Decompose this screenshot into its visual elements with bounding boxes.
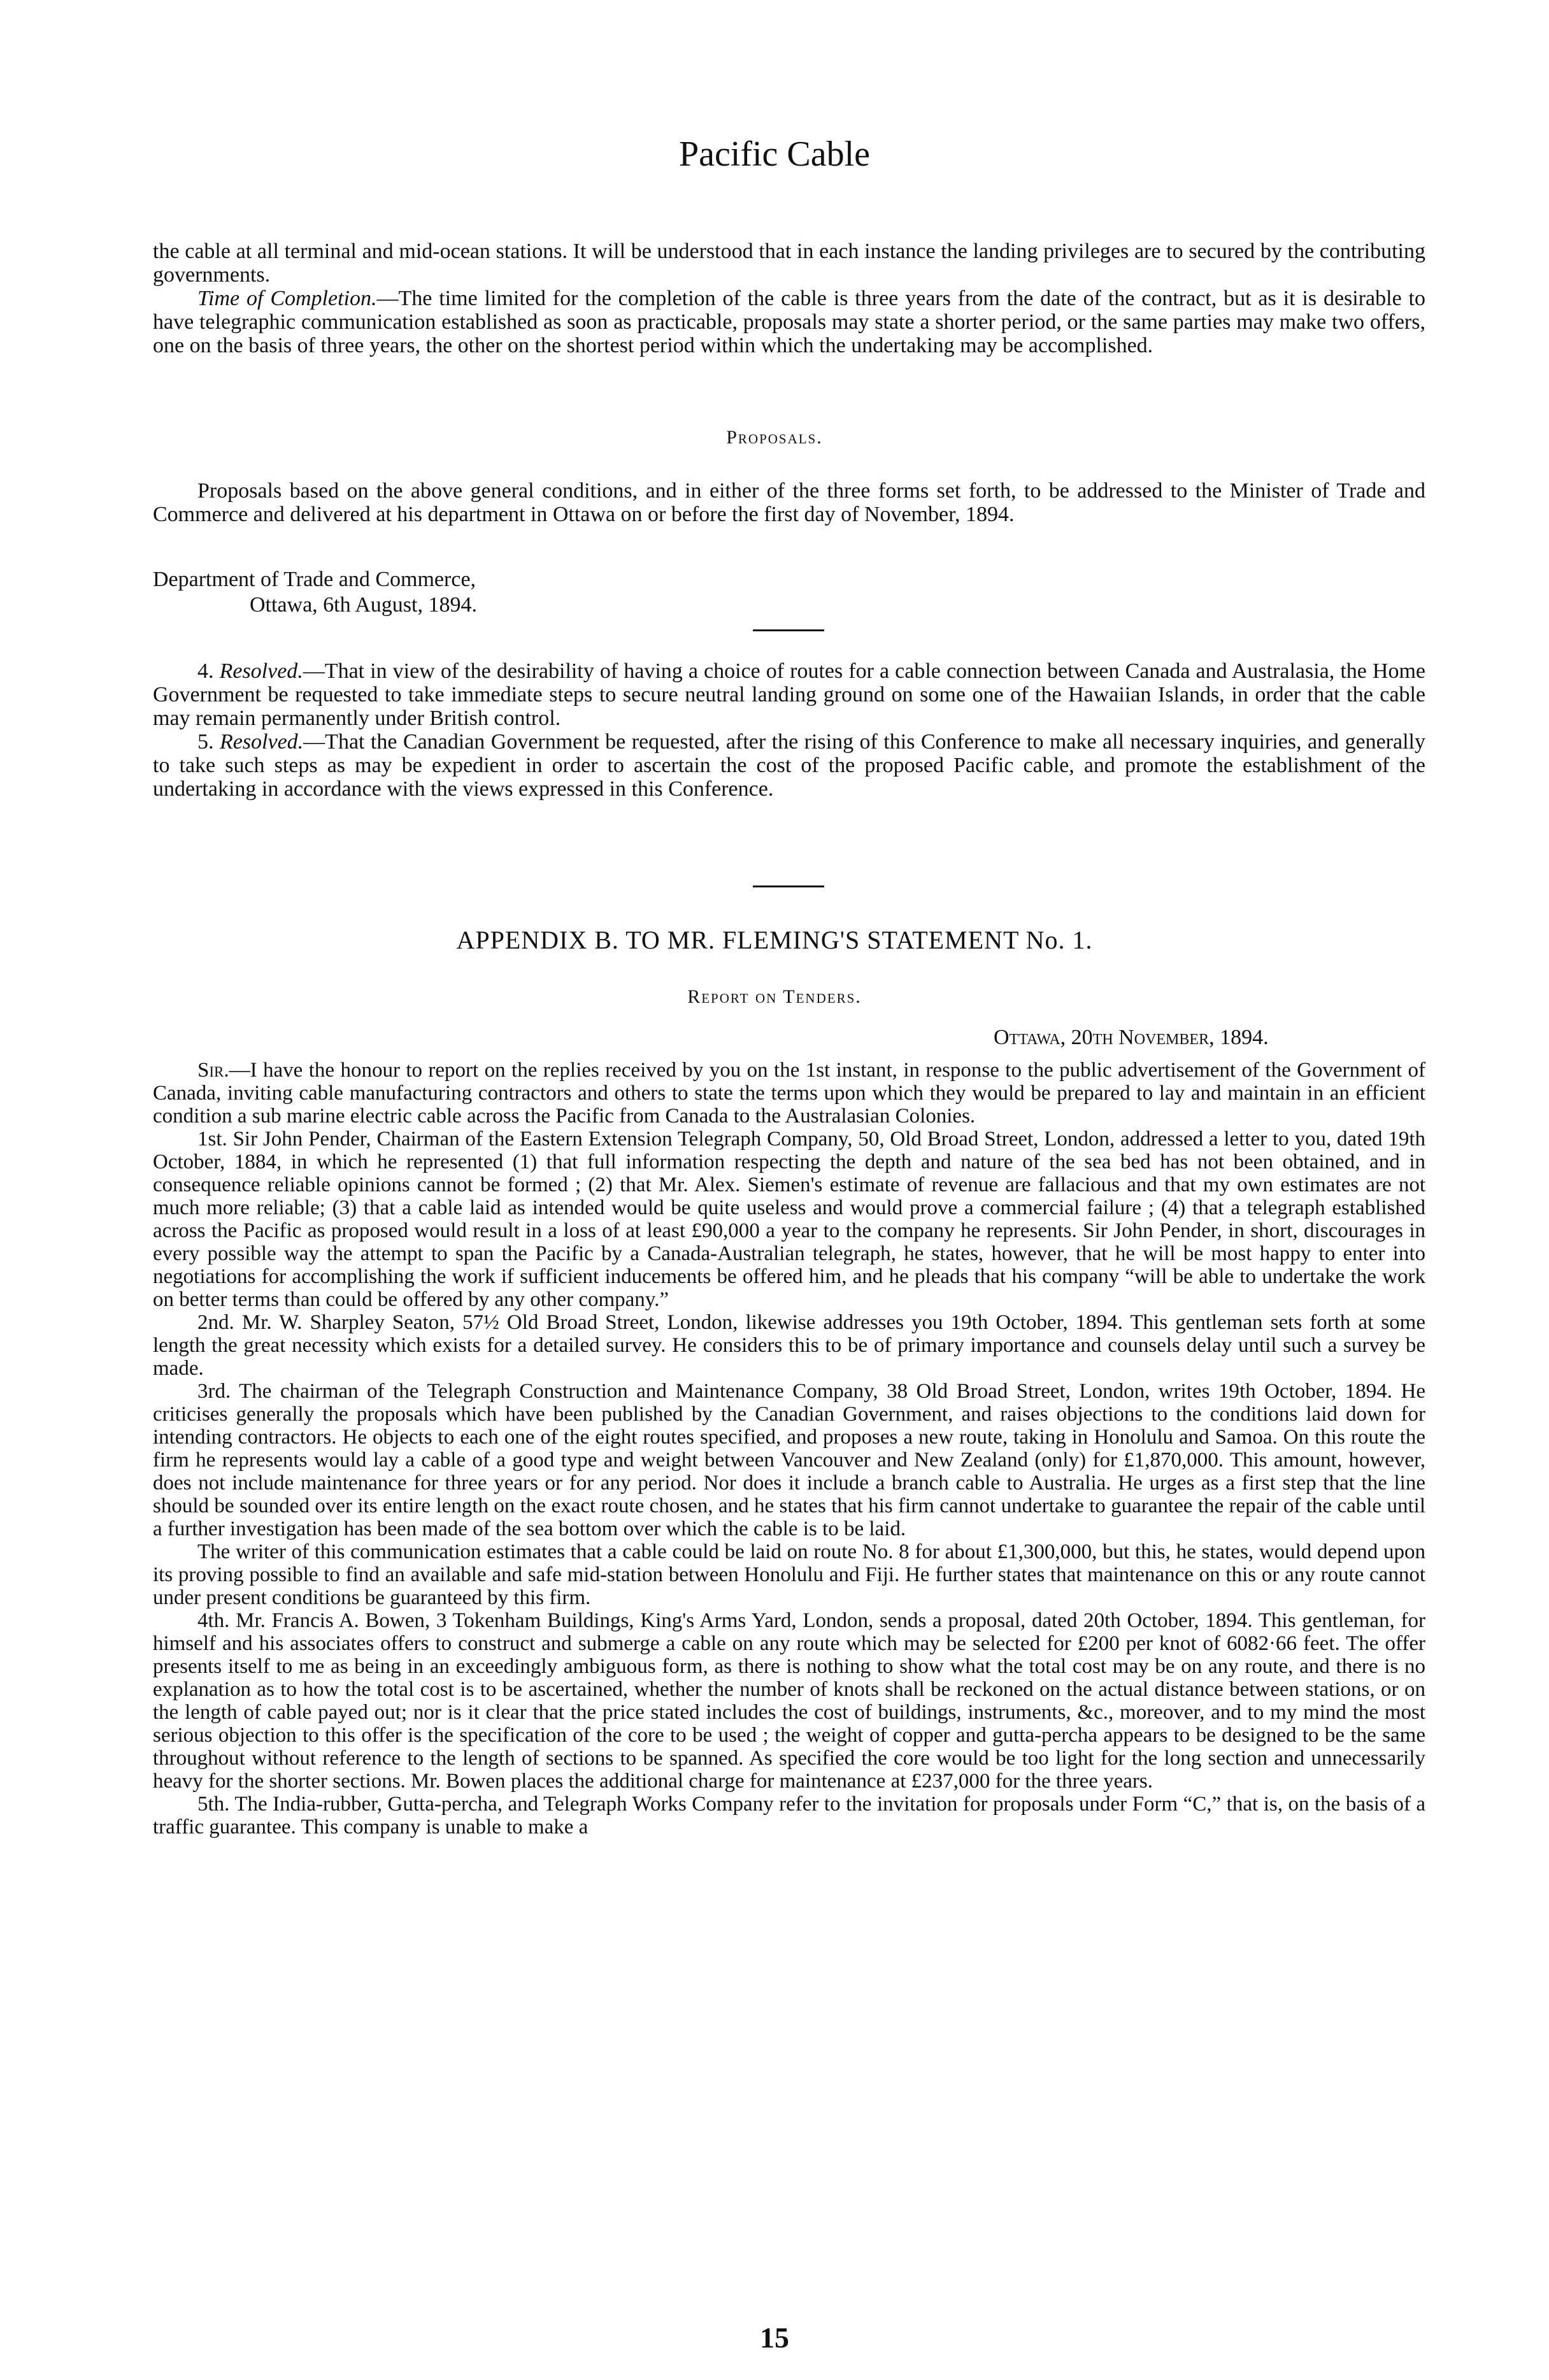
proposals-signature (153, 567, 477, 618)
appendix-subtitle: Report on Tenders. (687, 986, 862, 1007)
report-paragraph-4th: 4th. Mr. Francis A. Bowen, 3 Tokenham Buildings, King's Arms Yard, London, sends a proposal, dated 20th October, 1894. This gentleman, for himself and his associates offers to construct and submerge a cable on any route which may be selected for £200 per knot of 6082·66 feet. The offer presents itself to me as being in an exceedingly ambiguous form, as there is nothing to show what the total cost may be on any route, and there is no explanation as to how the total cost is to be ascertained, whether the number of knots shall be reckoned on the actual distance between stations, or on the length of cable payed out; nor is it clear that the price stated includes the cost of buildings, instruments, &c., moreover, and to my mind the most serious objection to this offer is the specification of the core to be used ; the weight of copper and gutta-percha appears to be designed to be the same throughout without reference to the length of sections to be spanned. As specified the core would be too light for the long section and unnecessarily heavy for the shorter sections. Mr. Bowen places the additional charge for maintenance at £237,000 for the three years. (153, 1609, 1425, 1793)
resolution-4-number: 4. (197, 659, 214, 683)
time-of-completion-paragraph (153, 287, 1425, 357)
salutation: Sir. (197, 1059, 229, 1082)
resolution-5-text: —That the Canadian Government be requested, after the rising of this Conference to make all necessary inquiries, and generally to take such steps as may be expedient in order to ascertain the cost of the proposed Pacific cable, and promote the establishment of the undertaking in accordance with the views expressed in this Conference. (153, 730, 1425, 801)
proposals-paragraph: Proposals based on the above general conditions, and in either of the three forms set forth, to be addressed to the Minister of Trade and Commerce and delivered at his department in Ottawa on or before the first day of November, 1894. (153, 479, 1425, 526)
report-paragraph-1st: 1st. Sir John Pender, Chairman of the Eastern Extension Telegraph Company, 50, Old Broad Street, London, addressed a letter to you, dated 19th October, 1884, in which he represented (1) that full information respecting the depth and nature of the sea bed has not been obtained, and in consequence reliable opinions cannot be formed ; (2) that Mr. Alex. Siemen's estimate of revenue are fallacious and that my own estimates are not much more reliable; (3) that a cable laid as intended would be quite useless and would prove a commercial failure ; (4) that a telegraph established across the Pacific as proposed would result in a loss of at least £90,000 a year to the company he represents. Sir John Pender, in short, discourages in every possible way the attempt to span the Pacific by a Canada-Australian telegraph, he states, however, that he will be most happy to enter into negotiations for accomplishing the work if sufficient inducements be offered him, and he pleads that his company “will be able to undertake the work on better terms than could be offered by any other company.” (153, 1128, 1425, 1311)
resolution-5-label: Resolved. (219, 730, 304, 754)
time-of-completion-label: Time of Completion. (197, 287, 377, 310)
appendix-title: APPENDIX B. TO MR. FLEMING'S STATEMENT No. 1. (456, 926, 1093, 954)
section-divider (753, 885, 824, 887)
report-paragraph-2nd: 2nd. Mr. W. Sharpley Seaton, 57½ Old Broad Street, London, likewise addresses you 19th October, 1894. This gentleman sets forth at some length the great necessity which exists for a detailed survey. He considers this to be of primary importance and counsels delay until such a survey be made. (153, 1311, 1425, 1380)
intro-paragraph: the cable at all terminal and mid-ocean stations. It will be understood that in each instance the landing privileges are to secured by the contributing governments. (153, 240, 1425, 287)
resolution-4 (153, 659, 1425, 730)
page-number: 15 (760, 2321, 789, 2354)
resolution-4-text: —That in view of the desirability of having a choice of routes for a cable connection between Canada and Australasia, the Home Government be requested to take immediate steps to secure neutral landing ground on some one of the Hawaiian Islands, in order that the cable may remain permanently under British control. (153, 659, 1426, 730)
resolution-4-label: Resolved. (219, 659, 303, 683)
report-paragraph-5th: 5th. The India-rubber, Gutta-percha, and Telegraph Works Company refer to the invitation for proposals under Form “C,” that is, on the basis of a traffic guarantee. This company is unable to make a (153, 1793, 1425, 1839)
report-dateline: Ottawa, 20th November, 1894. (994, 1026, 1269, 1049)
report-intro-paragraph (153, 1059, 1425, 1128)
proposals-heading: Proposals. (726, 427, 823, 448)
section-divider (753, 629, 824, 631)
resolutions-section (153, 659, 1425, 801)
resolution-5 (153, 730, 1425, 801)
intro-section (153, 240, 1425, 357)
time-of-completion-text: —The time limited for the completion of the cable is three years from the date of the contract, but as it is desirable to have telegraphic communication established as soon as practicable, proposals may state a shorter period, or the same parties may make two offers, one on the basis of three years, the other on the shortest period within which the undertaking may be accomplished. (153, 287, 1426, 357)
report-paragraph-3rd: 3rd. The chairman of the Telegraph Construction and Maintenance Company, 38 Old Broad Street, London, writes 19th October, 1894. He criticises generally the proposals which have been published by the Canadian Government, and raises objections to the conditions laid down for intending contractors. He objects to each one of the eight routes specified, and proposes a new route, taking in Honolulu and Samoa. On this route the firm he represents would lay a cable of a good type and weight between Vancouver and New Zealand (only) for £1,870,000. This amount, however, does not include maintenance for three years or for any period. Nor does it include a branch cable to Australia. He urges as a first step that the line should be sounded over its entire length on the exact route chosen, and he states that his firm cannot undertake to guarantee the repair of the cable until a further investigation has been made of the sea bottom over which the cable is to be laid. (153, 1380, 1425, 1540)
resolution-5-number: 5. (197, 730, 214, 754)
signature-department: Department of Trade and Commerce, (153, 568, 476, 591)
proposals-section (153, 479, 1425, 526)
report-intro-text: —I have the honour to report on the replies received by you on the 1st instant, in response to the public advertisement of the Government of Canada, inviting cable manufacturing contractors and others to state the terms upon which they would be prepared to lay and maintain in an efficient condition a sub marine electric cable across the Pacific from Canada to the Australasian Colonies. (153, 1059, 1425, 1128)
report-body (153, 1059, 1425, 1839)
report-paragraph-3rd-continued: The writer of this communication estimates that a cable could be laid on route No. 8 for about £1,300,000, but this, he states, would depend upon its proving possible to find an available and safe mid-station between Honolulu and Fiji. He further states that maintenance on this or any route cannot under present conditions be guaranteed by this firm. (153, 1540, 1425, 1609)
page-title: Pacific Cable (678, 134, 871, 174)
signature-place-date: Ottawa, 6th August, 1894. (250, 593, 477, 617)
